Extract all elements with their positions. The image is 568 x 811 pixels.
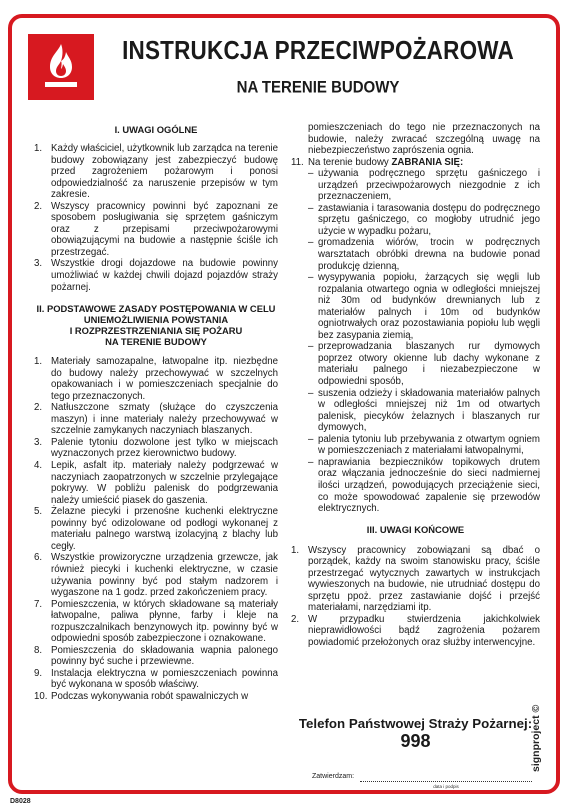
- signature-caption: data i podpis: [433, 784, 459, 789]
- list-item: 2. Wszyscy pracownicy powinni być zapoznani ze sposobem posługiwania się sprzętem gaśniczym oraz z przepisami przeciwpożarowymi obowiązującymi na budowie a następnie ściśle ich przestrzegać.: [34, 200, 278, 258]
- list-item: 6. Wszystkie prowizoryczne urządzenia grzewcze, jak również piecyki i kuchenki elektryczne, w czasie używania powinny być pod stałym nadzorem i wygaszone na 1 godz. przed zakończeniem pracy.: [34, 552, 278, 599]
- ban-item: – naprawiania bezpieczników topikowych drutem oraz włączania jednocześnie do sieci nadmiernej ilości urządzeń, powodujących przeciążenie sieci, co może spowodować zapalenie się przewodów elektrycznych.: [308, 456, 540, 515]
- left-column: [34, 124, 278, 703]
- section-heading-rules: II. PODSTAWOWE ZASADY POSTĘPOWANIA W CELU UNIEMOŻLIWIENIA POWSTANIA I ROZPRZESTRZENIANIA SIĘ POŻARU NA TERENIE BUDOWY: [36, 303, 276, 348]
- flame-icon: [28, 34, 94, 100]
- ban-item: – palenia tytoniu lub przebywania z otwartym ogniem w pomieszczeniach z materiałami łatwopalnymi,: [308, 433, 540, 457]
- list-item: 9. Instalacja elektryczna w pomieszczeniach powinna być wykonana w sposób właściwy.: [34, 667, 278, 691]
- page-title: INSTRUKCJA PRZECIWPOŻAROWA: [122, 36, 514, 65]
- list-item: 8. Pomieszczenia do składowania wapnia palonego powinny być suche i przewiewne.: [34, 644, 278, 668]
- page-subtitle: NA TERENIE BUDOWY: [236, 78, 400, 98]
- list-item: 1. Materiały samozapalne, łatwopalne itp. niezbędne do budowy należy przechowywać w szczelnych opakowaniach i w pomieszczeniach specjalnie do tego przeznaczonych.: [34, 356, 278, 402]
- list-item: 1. Wszyscy pracownicy zobowiązani są dbać o porządek, każdy na swoim stanowisku pracy, ściśle przestrzegać wytycznych zawartych w instrukcjach wywieszonych na budowie, nie utrudniać dostępu do sprzętu ppoż. przez zastawianie dojść i przejść materiałami, narzędziami itp.: [291, 544, 540, 614]
- list-item: 2. W przypadku stwierdzenia jakichkolwiek nieprawidłowości bądź zagrożenia pożarem powiadomić przełożonych oraz służby interwencyjne.: [291, 613, 540, 648]
- section-heading-final: III. UWAGI KOŃCOWE: [366, 523, 465, 535]
- list-item: 10. Podczas wykonywania robót spawalniczych w: [34, 690, 249, 702]
- ban-item: – używania podręcznego sprzętu gaśniczego i urządzeń przeciwpożarowych niezgodnie z ich przeznaczeniem,: [308, 168, 540, 203]
- approval-label: Zatwierdzam:: [312, 773, 355, 780]
- list-item: 2. Natłuszczone szmaty (służące do czyszczenia maszyn) i inne materiały należy przechowywać w szczelnie zamykanych naczyniach blaszanych.: [34, 402, 278, 437]
- signature-line: [360, 781, 532, 782]
- list-item-continuation: pomieszczeniach do tego nie przeznaczonych na budowie, należy zwracać szczególną uwagę na niebezpieczeństwo zaprószenia ognia.: [308, 122, 540, 157]
- list-item: 7. Pomieszczenia, w których składowane są materiały łatwopalne, paliwa płynne, farby i kleje na rozpuszczalnikach benzynowych itp. powinny być w odpowiedni sposób zabezpieczone i oznakowane.: [34, 598, 278, 645]
- list-item: 1. Każdy właściciel, użytkownik lub zarządca na terenie budowy zobowiązany jest zabezpieczyć budowę przed zagrożeniem pożarowym i ponosi odpowiedzialność za naruszenie przepisów w tym zakresie.: [34, 143, 278, 201]
- fire-brigade-phone-label: Telefon Państwowej Straży Pożarnej:: [298, 716, 533, 731]
- fire-brigade-phone-number: 998: [400, 731, 431, 751]
- ban-item: – przeprowadzania blaszanych rur dymowych poprzez otwory okienne lub dachy wykonane z materiału palnego i niezabezpieczone w odpowiedni sposób,: [308, 341, 540, 388]
- list-item: 5. Żelazne piecyki i przenośne kuchenki elektryczne powinny być odizolowane od podłogi wykonanej z materiału palnego warstwą izolacyjną z blachy lub cegły.: [34, 506, 278, 552]
- list-item: 3. Wszystkie drogi dojazdowe na budowie powinny umożliwiać w każdej chwili dojazd pojazdów straży pożarnej.: [34, 258, 278, 293]
- list-item: 4. Lepik, asfalt itp. materiały należy podgrzewać w naczyniach zaopatrzonych w szczelnie przylegające pokrywy. W pobliżu palenisk do podgrzewania należy umieścić piasek do gaszenia.: [34, 460, 278, 506]
- brand-mark: signproject ©: [530, 704, 542, 772]
- ban-item: – zastawiania i tarasowania dostępu do podręcznego sprzętu gaśniczego, co mogłoby utrudnić jego użycie w wypadku pożaru,: [308, 202, 540, 237]
- ban-item: – suszenia odzieży i składowania materiałów palnych w odległości mniejszej niż 1m od otwartych palenisk, piecyków żelaznych i blaszanych rur dymowych,: [308, 387, 540, 434]
- list-item: 3. Palenie tytoniu dozwolone jest tylko w miejscach wyznaczonych przez kierownictwo budowy.: [34, 436, 278, 460]
- list-item: 11. Na terenie budowy ZABRANIA SIĘ:: [291, 156, 464, 168]
- right-column: [291, 122, 540, 649]
- product-code: D8028: [10, 798, 31, 805]
- ban-item: – wysypywania popiołu, żarzących się węgli lub rozpalania otwartego ognia w odległości mniejszej niż 30m od budynków drewnianych lub z materiałów palnych i 10m od budynków ogniotrwałych oraz pozostawiania popiołu lub węgli bez zasypania ziemią,: [308, 272, 540, 341]
- ban-item: – gromadzenia wiórów, trocin w podręcznych warsztatach obróbki drewna na budowie ponad produkcję dzienną,: [308, 237, 540, 272]
- section-heading-general: I. UWAGI OGÓLNE: [114, 124, 198, 135]
